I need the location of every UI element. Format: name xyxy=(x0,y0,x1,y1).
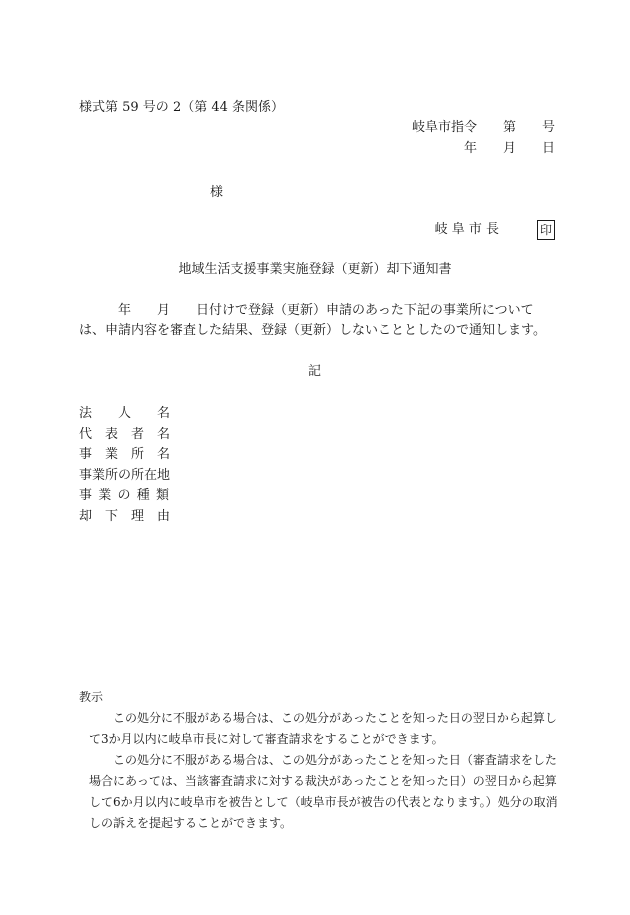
field-list xyxy=(79,404,169,527)
body-line-1: 年 月 日付けで登録（更新）申請のあった下記の事業所について xyxy=(79,303,534,318)
issuer-reference: 岐阜市指令 第 号 xyxy=(411,120,555,135)
document-title: 地域生活支援事業実施登録（更新）却下通知書 xyxy=(178,262,452,277)
form-number: 様式第 59 号の 2（第 44 条関係） xyxy=(79,100,285,115)
field-representative-name: 代 表 者 名 xyxy=(79,426,171,442)
notice-paragraph-2: この処分に不服がある場合は、この処分があったことを知った日（審査請求をした場合にあっては、当該審査請求に対する裁決があったことを知った日）の翌日から起算して6か月以内に岐阜市を被告として（岐阜市長が被告の代表となります。）処分の取消しの訴えを提起することができます。 xyxy=(89,753,558,830)
addressee-honorific: 様 xyxy=(210,185,224,200)
field-corporation-name: 法 人 名 xyxy=(79,406,171,421)
seal-stamp-box: 印 xyxy=(537,220,555,240)
field-business-type: 事 業 の 種 類 xyxy=(79,488,169,503)
body-text xyxy=(79,301,559,341)
mayor-signature-line xyxy=(435,220,555,240)
field-office-name: 事 業 所 名 xyxy=(79,447,171,462)
field-rejection-reason: 却 下 理 由 xyxy=(79,508,171,524)
notice-paragraph-1: この処分に不服がある場合は、この処分があったことを知った日の翌日から起算して3か月以内に岐阜市長に対して審査請求をすることができます。 xyxy=(89,711,557,746)
ki-marker: 記 xyxy=(308,364,322,379)
notice-heading: 教示 xyxy=(79,690,104,704)
field-office-address: 事業所の所在地 xyxy=(79,467,171,483)
body-line-2: は、申請内容を審査した結果、登録（更新）しないこととしたので通知します。 xyxy=(79,323,546,338)
appeal-notice xyxy=(79,687,564,834)
mayor-name: 岐 阜 市 長 xyxy=(434,222,499,237)
issue-date: 年 月 日 xyxy=(463,141,555,156)
